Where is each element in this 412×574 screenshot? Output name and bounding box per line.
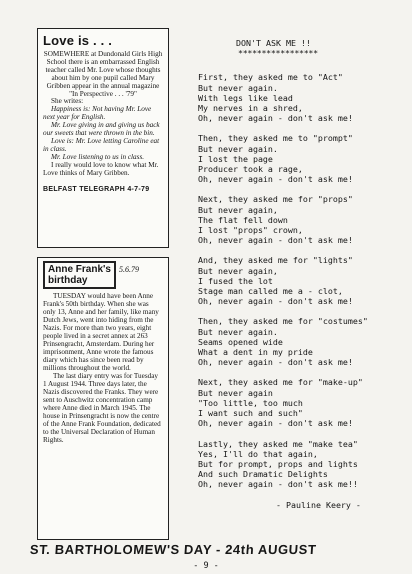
poem-title-underline: *****************: [238, 48, 318, 59]
poem-line: Then, they asked me to "prompt": [198, 133, 353, 144]
poem-line: Next, they asked me for "make-up": [198, 377, 363, 388]
poem-stanza: [198, 316, 408, 367]
anne-frank-title-line2: birthday: [48, 275, 88, 286]
anne-frank-header: [43, 261, 163, 292]
anne-frank-clipping: [37, 257, 169, 540]
poem-title: DON'T ASK ME !!: [236, 38, 311, 48]
poem-stanzas: [198, 72, 408, 489]
poem-line: Producer took a rage,: [198, 164, 303, 175]
poem-line: But never again: [198, 387, 273, 398]
poem-line: What a dent in my pride: [198, 347, 313, 358]
poem-line: Oh, never again - don't ask me!: [198, 296, 353, 307]
poem-line: And, they asked me for "lights": [198, 255, 353, 266]
poem-stanza: [198, 72, 408, 123]
poem-line: Stage man called me a - clot,: [198, 286, 343, 297]
poem-line: But for prompt, props and lights: [198, 458, 358, 469]
handwritten-footer: ST. BARTHOLOMEW'S DAY - 24th AUGUST: [29, 542, 318, 557]
anne-frank-date: 5.6.79: [119, 265, 139, 274]
poem-line: Oh, never again - don't ask me!: [198, 174, 353, 185]
anne-frank-title-line1: Anne Frank's: [48, 264, 111, 275]
poem-line: Oh, never again - don't ask me!: [198, 357, 353, 368]
poem-line: But never again,: [198, 204, 278, 215]
poem-stanza: [198, 439, 408, 490]
poem-line: Lastly, they asked me "make tea": [198, 438, 358, 449]
poem-line: Next, they asked me for "props": [198, 194, 353, 205]
poem-line: And such Dramatic Delights: [198, 469, 328, 480]
love-is-source: BELFAST TELEGRAPH 4-7-79: [43, 185, 150, 193]
poem-author: - Pauline Keery -: [276, 499, 361, 510]
poem-stanza: [198, 194, 408, 245]
anne-frank-paragraph: The last diary entry was for Tuesday 1 August 1944. Three days later, the Nazis discovered the Franks. They were sent to Auschwitz concentration camp where Anne died in March 1945. The house in Prinsengracht is now the centre of the Anne Frank Foundation, dedicated to the Universal Declaration of Human Rights.: [43, 372, 161, 444]
love-is-clipping: [37, 28, 169, 248]
poem-line: Seams opened wide: [198, 336, 283, 347]
poem: [198, 38, 408, 510]
poem-line: But never again,: [198, 265, 278, 276]
love-is-paragraph: Love is: Mr. Love letting Caroline eat in class.: [43, 136, 160, 153]
poem-stanza: [198, 377, 408, 428]
love-is-title: Love is . . .: [43, 33, 113, 48]
poem-line: I want such and such": [198, 408, 303, 419]
poem-stanza: [198, 255, 408, 306]
poem-line: Yes, I'll do that again,: [198, 448, 318, 459]
poem-line: But never again.: [198, 82, 278, 93]
love-is-intro: SOMEWHERE at Dundonald Girls High School there is an embarrassed English teacher called Mr. Love whose thoughts about him by one pupil called Mary Gribben appear in the annual magazine "In Perspective . . . '79": [43, 50, 163, 98]
love-is-writes: She writes:: [51, 97, 84, 106]
poem-stanza: [198, 133, 408, 184]
poem-line: "Too little, too much: [198, 397, 303, 408]
poem-line: Then, they asked me for "costumes": [198, 316, 368, 327]
poem-line: Oh, never again - don't ask me!!: [198, 479, 358, 490]
page-number: - 9 -: [193, 561, 219, 571]
poem-line: Oh, never again - don't ask me!: [198, 235, 353, 246]
poem-line: The flat fell down: [198, 214, 288, 225]
poem-line: Oh, never again - don't ask me!: [198, 113, 353, 124]
love-is-paragraph: Happiness is: Not having Mr. Love next year for English.: [43, 105, 152, 122]
poem-line: Oh, never again - don't ask me!: [198, 418, 353, 429]
love-is-paragraph: I really would love to know what Mr. Love thinks of Mary Gribben.: [43, 160, 159, 177]
poem-line: I lost the page: [198, 153, 273, 164]
poem-line: My nerves in a shred,: [198, 103, 303, 114]
poem-line: With legs like lead: [198, 92, 293, 103]
anne-frank-paragraph: TUESDAY would have been Anne Frank's 50th birthday. When she was only 13, Anne and her family, like many Dutch Jews, went into hiding from the Nazis. For more than two years, eight people lived in a secret annex at 263 Prinsengracht, Amsterdam. During her imprisonment, Anne wrote the famous diary which has since been read by millions throughout the world.: [43, 292, 159, 372]
poem-line: But never again.: [198, 326, 278, 337]
love-is-paragraph: Mr. Love giving in and giving us back our sweets that were thrown in the bin.: [43, 121, 160, 138]
love-is-paragraph: Mr. Love listening to us in class.: [51, 152, 145, 161]
poem-line: I lost "props" crown,: [198, 225, 303, 236]
anne-frank-title: [43, 261, 116, 289]
poem-line: First, they asked me to "Act": [198, 72, 343, 83]
poem-line: I fused the lot: [198, 275, 273, 286]
poem-line: But never again.: [198, 143, 278, 154]
